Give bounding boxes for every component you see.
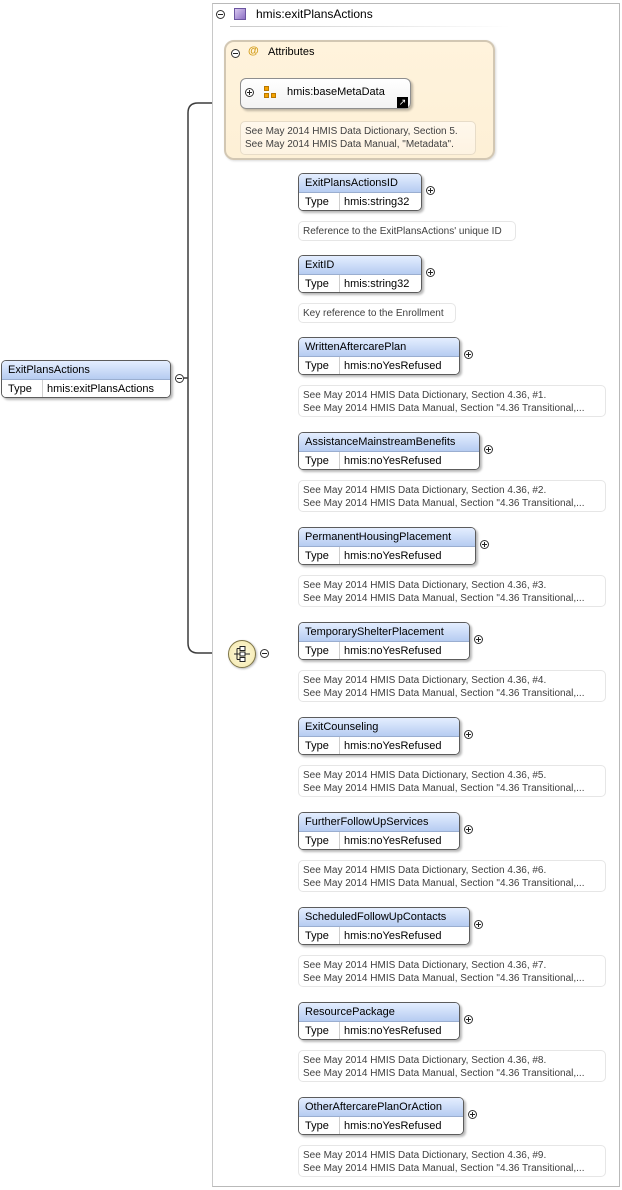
element-expand-toggle[interactable] [426, 268, 435, 277]
element-name: WrittenAftercarePlan [299, 338, 459, 357]
annotation-line: See May 2014 HMIS Data Dictionary, Section 4.36, #7. [303, 960, 547, 971]
element-annotation [298, 575, 606, 607]
complex-type-collapse-toggle[interactable] [216, 10, 225, 19]
element-written-aftercare-plan[interactable] [298, 337, 460, 375]
reference-arrow-icon[interactable]: ↗ [398, 97, 407, 107]
element-further-follow-up-services[interactable] [298, 812, 460, 850]
element-exit-plans-actions-id[interactable] [298, 173, 422, 211]
element-expand-toggle[interactable] [464, 730, 473, 739]
annotation-line: See May 2014 HMIS Data Dictionary, Section 4.36, #6. [303, 865, 547, 876]
type-value: hmis:noYesRefused [344, 550, 442, 562]
type-value: hmis:noYesRefused [344, 645, 442, 657]
element-name: AssistanceMainstreamBenefits [299, 433, 479, 452]
attribute-group-name: hmis:baseMetaData [287, 86, 385, 98]
element-temporary-shelter-placement[interactable] [298, 622, 470, 660]
element-annotation [298, 1050, 606, 1082]
annotation-line: See May 2014 HMIS Data Manual, Section "4.36 Transitional,... [303, 498, 585, 509]
element-expand-toggle[interactable] [468, 1110, 477, 1119]
annotation-line: See May 2014 HMIS Data Manual, Section "4.36 Transitional,... [303, 783, 585, 794]
annotation-line: See May 2014 HMIS Data Manual, Section "4.36 Transitional,... [303, 973, 585, 984]
type-key: Type [2, 380, 43, 398]
attributes-title: Attributes [268, 46, 315, 58]
element-annotation [298, 480, 606, 512]
element-permanent-housing-placement[interactable] [298, 527, 476, 565]
type-key: Type [299, 452, 340, 470]
annotation-line: See May 2014 HMIS Data Manual, Section "4.36 Transitional,... [303, 593, 585, 604]
annotation-line: See May 2014 HMIS Data Manual, Section "4.36 Transitional,... [303, 403, 585, 414]
element-name: FurtherFollowUpServices [299, 813, 459, 832]
element-expand-toggle[interactable] [464, 825, 473, 834]
element-name: ScheduledFollowUpContacts [299, 908, 469, 927]
type-key: Type [299, 642, 340, 660]
annotation-line: See May 2014 HMIS Data Manual, Section "4.36 Transitional,... [303, 1163, 585, 1174]
type-value: hmis:string32 [344, 196, 410, 208]
element-annotation [298, 765, 606, 797]
annotation-line: See May 2014 HMIS Data Manual, Section "4.36 Transitional,... [303, 688, 585, 699]
complex-type-divider [230, 26, 510, 27]
element-type-row [299, 737, 459, 755]
root-collapse-toggle[interactable] [175, 374, 184, 383]
type-key: Type [299, 193, 340, 211]
type-key: Type [299, 832, 340, 850]
element-type-row [299, 642, 469, 660]
annotation-line: See May 2014 HMIS Data Dictionary, Section 4.36, #2. [303, 485, 547, 496]
element-expand-toggle[interactable] [484, 445, 493, 454]
complex-type-icon [234, 8, 246, 20]
element-expand-toggle[interactable] [474, 635, 483, 644]
element-name: ExitID [299, 256, 421, 275]
attribute-group-icon [264, 86, 277, 99]
element-assistance-mainstream-benefits[interactable] [298, 432, 480, 470]
element-type-row [299, 193, 421, 211]
element-expand-toggle[interactable] [480, 540, 489, 549]
element-type-row [299, 275, 421, 293]
element-name: ExitPlansActionsID [299, 174, 421, 193]
annotation-line: See May 2014 HMIS Data Dictionary, Section 4.36, #9. [303, 1150, 547, 1161]
element-scheduled-follow-up-contacts[interactable] [298, 907, 470, 945]
type-value: hmis:string32 [344, 278, 410, 290]
sequence-collapse-toggle[interactable] [260, 649, 269, 658]
complex-type-title: hmis:exitPlansActions [256, 7, 373, 21]
element-expand-toggle[interactable] [426, 186, 435, 195]
element-type-row [299, 927, 469, 945]
element-name: OtherAftercarePlanOrAction [299, 1098, 463, 1117]
attributes-annotation [240, 121, 476, 155]
type-key: Type [299, 547, 340, 565]
annotation-line: See May 2014 HMIS Data Dictionary, Section 4.36, #3. [303, 580, 547, 591]
element-exit-id[interactable] [298, 255, 422, 293]
annotation-line: See May 2014 HMIS Data Manual, Section "4.36 Transitional,... [303, 878, 585, 889]
element-name: PermanentHousingPlacement [299, 528, 475, 547]
type-value: hmis:exitPlansActions [47, 383, 154, 395]
root-element[interactable] [1, 360, 171, 398]
type-key: Type [299, 275, 340, 293]
element-name: ExitCounseling [299, 718, 459, 737]
element-exit-counseling[interactable] [298, 717, 460, 755]
root-element-name: ExitPlansActions [2, 361, 170, 380]
sequence-icon [233, 646, 251, 662]
type-value: hmis:noYesRefused [344, 455, 442, 467]
type-value: hmis:noYesRefused [344, 930, 442, 942]
element-expand-toggle[interactable] [474, 920, 483, 929]
type-value: hmis:noYesRefused [344, 835, 442, 847]
type-value: hmis:noYesRefused [344, 360, 442, 372]
element-annotation [298, 385, 606, 417]
type-value: hmis:noYesRefused [344, 1025, 442, 1037]
element-type-row [299, 1117, 463, 1135]
element-type-row [299, 357, 459, 375]
type-key: Type [299, 1022, 340, 1040]
at-sign-icon: @ [248, 45, 259, 57]
type-value: hmis:noYesRefused [344, 1120, 442, 1132]
root-element-type-row [2, 380, 170, 398]
element-annotation [298, 303, 456, 323]
type-key: Type [299, 357, 340, 375]
element-expand-toggle[interactable] [464, 350, 473, 359]
attribute-group-expand-toggle[interactable] [245, 88, 254, 97]
complex-type-header [228, 4, 373, 24]
element-annotation [298, 1145, 606, 1177]
element-annotation [298, 955, 606, 987]
type-key: Type [299, 737, 340, 755]
element-annotation [298, 670, 606, 702]
annotation-line: See May 2014 HMIS Data Manual, "Metadata". [245, 139, 454, 150]
annotation-line: See May 2014 HMIS Data Dictionary, Section 4.36, #4. [303, 675, 547, 686]
element-resource-package[interactable] [298, 1002, 460, 1040]
annotation-line: See May 2014 HMIS Data Dictionary, Section 4.36, #8. [303, 1055, 547, 1066]
element-annotation [298, 860, 606, 892]
type-key: Type [299, 1117, 340, 1135]
annotation-line: Reference to the ExitPlansActions' unique ID [303, 226, 502, 237]
element-name: TemporaryShelterPlacement [299, 623, 469, 642]
type-key: Type [299, 927, 340, 945]
element-type-row [299, 547, 475, 565]
element-other-aftercare-plan-or-action[interactable] [298, 1097, 464, 1135]
annotation-line: Key reference to the Enrollment [303, 308, 444, 319]
element-type-row [299, 1022, 459, 1040]
annotation-line: See May 2014 HMIS Data Manual, Section "4.36 Transitional,... [303, 1068, 585, 1079]
annotation-line: See May 2014 HMIS Data Dictionary, Section 4.36, #1. [303, 390, 547, 401]
element-type-row [299, 452, 479, 470]
attributes-collapse-toggle[interactable] [231, 49, 240, 58]
annotation-line: See May 2014 HMIS Data Dictionary, Section 5. [245, 126, 458, 137]
type-value: hmis:noYesRefused [344, 740, 442, 752]
element-type-row [299, 832, 459, 850]
element-annotation [298, 221, 516, 241]
element-expand-toggle[interactable] [464, 1015, 473, 1024]
annotation-line: See May 2014 HMIS Data Dictionary, Section 4.36, #5. [303, 770, 547, 781]
element-name: ResourcePackage [299, 1003, 459, 1022]
